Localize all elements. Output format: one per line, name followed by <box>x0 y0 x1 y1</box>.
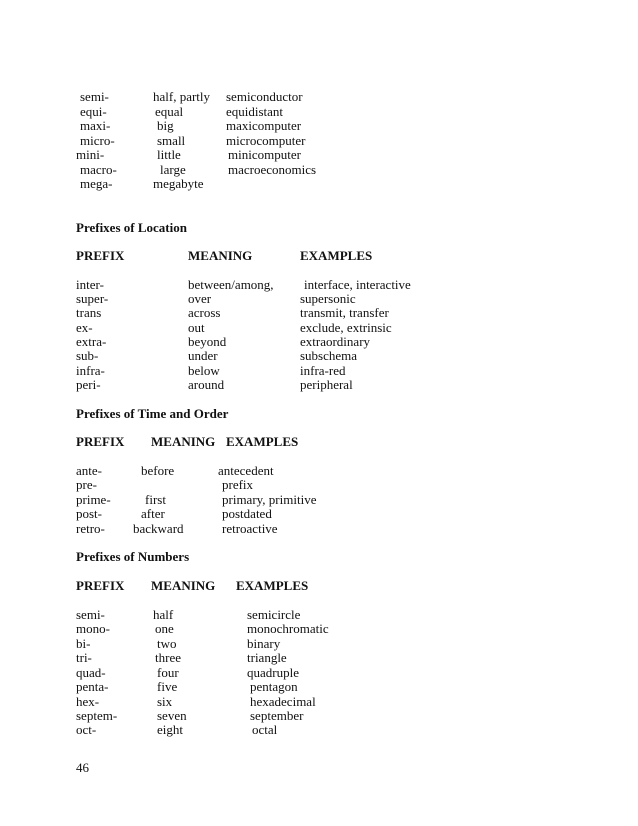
number-prefix: penta- <box>76 679 109 694</box>
time-prefix: pre- <box>76 477 97 492</box>
size-prefix: mega- <box>80 176 113 191</box>
number-example: pentagon <box>250 679 298 694</box>
number-example: hexadecimal <box>250 694 316 709</box>
location-meaning: out <box>188 320 205 335</box>
size-prefix: macro- <box>80 162 117 177</box>
location-meaning: below <box>188 363 220 378</box>
size-meaning: little <box>157 147 181 162</box>
time-prefix: retro- <box>76 521 105 536</box>
section-title-location: Prefixes of Location <box>76 220 187 235</box>
column-header-prefix: PREFIX <box>76 434 125 449</box>
location-prefix: peri- <box>76 377 101 392</box>
number-meaning: six <box>157 694 173 709</box>
column-header-meaning: MEANING <box>188 248 253 263</box>
number-meaning: four <box>157 665 179 680</box>
location-meaning: beyond <box>188 334 227 349</box>
number-meaning: one <box>155 621 174 636</box>
number-prefix: quad- <box>76 665 106 680</box>
location-prefix: ex- <box>76 320 93 335</box>
number-meaning: half <box>153 607 174 622</box>
size-prefix: semi- <box>80 89 109 104</box>
size-meaning: equal <box>155 104 184 119</box>
number-example: monochromatic <box>247 621 329 636</box>
size-meaning: big <box>157 118 174 133</box>
size-prefix: equi- <box>80 104 107 119</box>
location-meaning: between/among, <box>188 277 274 292</box>
number-prefix: semi- <box>76 607 105 622</box>
time-meaning: after <box>141 506 165 521</box>
location-prefix: extra- <box>76 334 107 349</box>
size-example: equidistant <box>226 104 284 119</box>
column-header-prefix: PREFIX <box>76 578 125 593</box>
column-header-examples: EXAMPLES <box>226 434 299 449</box>
location-example: supersonic <box>300 291 356 306</box>
size-prefix: micro- <box>80 133 115 148</box>
time-meaning: backward <box>133 521 184 536</box>
number-example: binary <box>247 636 281 651</box>
location-meaning: over <box>188 291 212 306</box>
column-header-examples: EXAMPLES <box>236 578 309 593</box>
column-header-meaning: MEANING <box>151 434 216 449</box>
location-example: transmit, transfer <box>300 305 389 320</box>
location-prefix: inter- <box>76 277 104 292</box>
number-prefix: oct- <box>76 722 97 737</box>
number-example: triangle <box>247 650 287 665</box>
size-meaning: small <box>157 133 186 148</box>
time-prefix: ante- <box>76 463 102 478</box>
location-example: extraordinary <box>300 334 371 349</box>
size-meaning: half, partly <box>153 89 211 104</box>
number-example: octal <box>252 722 278 737</box>
size-example: microcomputer <box>226 133 306 148</box>
time-example: antecedent <box>218 463 274 478</box>
page-number: 46 <box>76 760 89 775</box>
location-example: infra-red <box>300 363 346 378</box>
size-meaning: megabyte <box>153 176 204 191</box>
number-meaning: three <box>155 650 181 665</box>
location-prefix: infra- <box>76 363 105 378</box>
location-meaning: around <box>188 377 225 392</box>
time-prefix: prime- <box>76 492 111 507</box>
number-meaning: seven <box>157 708 187 723</box>
number-meaning: two <box>157 636 177 651</box>
location-prefix: trans <box>76 305 102 320</box>
number-prefix: hex- <box>76 694 100 709</box>
size-example: minicomputer <box>228 147 301 162</box>
column-header-prefix: PREFIX <box>76 248 125 263</box>
size-example: semiconductor <box>226 89 303 104</box>
number-prefix: tri- <box>76 650 92 665</box>
time-meaning: first <box>145 492 166 507</box>
size-example: maxicomputer <box>226 118 302 133</box>
number-prefix: bi- <box>76 636 91 651</box>
location-prefix: super- <box>76 291 109 306</box>
location-example: interface, interactive <box>304 277 411 292</box>
time-prefix: post- <box>76 506 102 521</box>
column-header-meaning: MEANING <box>151 578 216 593</box>
time-example: retroactive <box>222 521 278 536</box>
location-example: exclude, extrinsic <box>300 320 392 335</box>
number-example: september <box>250 708 304 723</box>
size-prefix: mini- <box>76 147 105 162</box>
size-example: macroeconomics <box>228 162 317 177</box>
location-meaning: under <box>188 348 218 363</box>
number-prefix: septem- <box>76 708 118 723</box>
time-meaning: before <box>141 463 175 478</box>
section-title-numbers: Prefixes of Numbers <box>76 549 190 564</box>
size-meaning: large <box>160 162 186 177</box>
location-example: peripheral <box>300 377 353 392</box>
location-example: subschema <box>300 348 358 363</box>
number-example: semicircle <box>247 607 301 622</box>
time-example: postdated <box>222 506 272 521</box>
column-header-examples: EXAMPLES <box>300 248 373 263</box>
time-example: primary, primitive <box>222 492 317 507</box>
number-prefix: mono- <box>76 621 110 636</box>
number-meaning: eight <box>157 722 183 737</box>
location-prefix: sub- <box>76 348 99 363</box>
location-meaning: across <box>188 305 221 320</box>
number-meaning: five <box>157 679 178 694</box>
time-example: prefix <box>222 477 254 492</box>
section-title-time: Prefixes of Time and Order <box>76 406 229 421</box>
size-prefix: maxi- <box>80 118 111 133</box>
number-example: quadruple <box>247 665 299 680</box>
